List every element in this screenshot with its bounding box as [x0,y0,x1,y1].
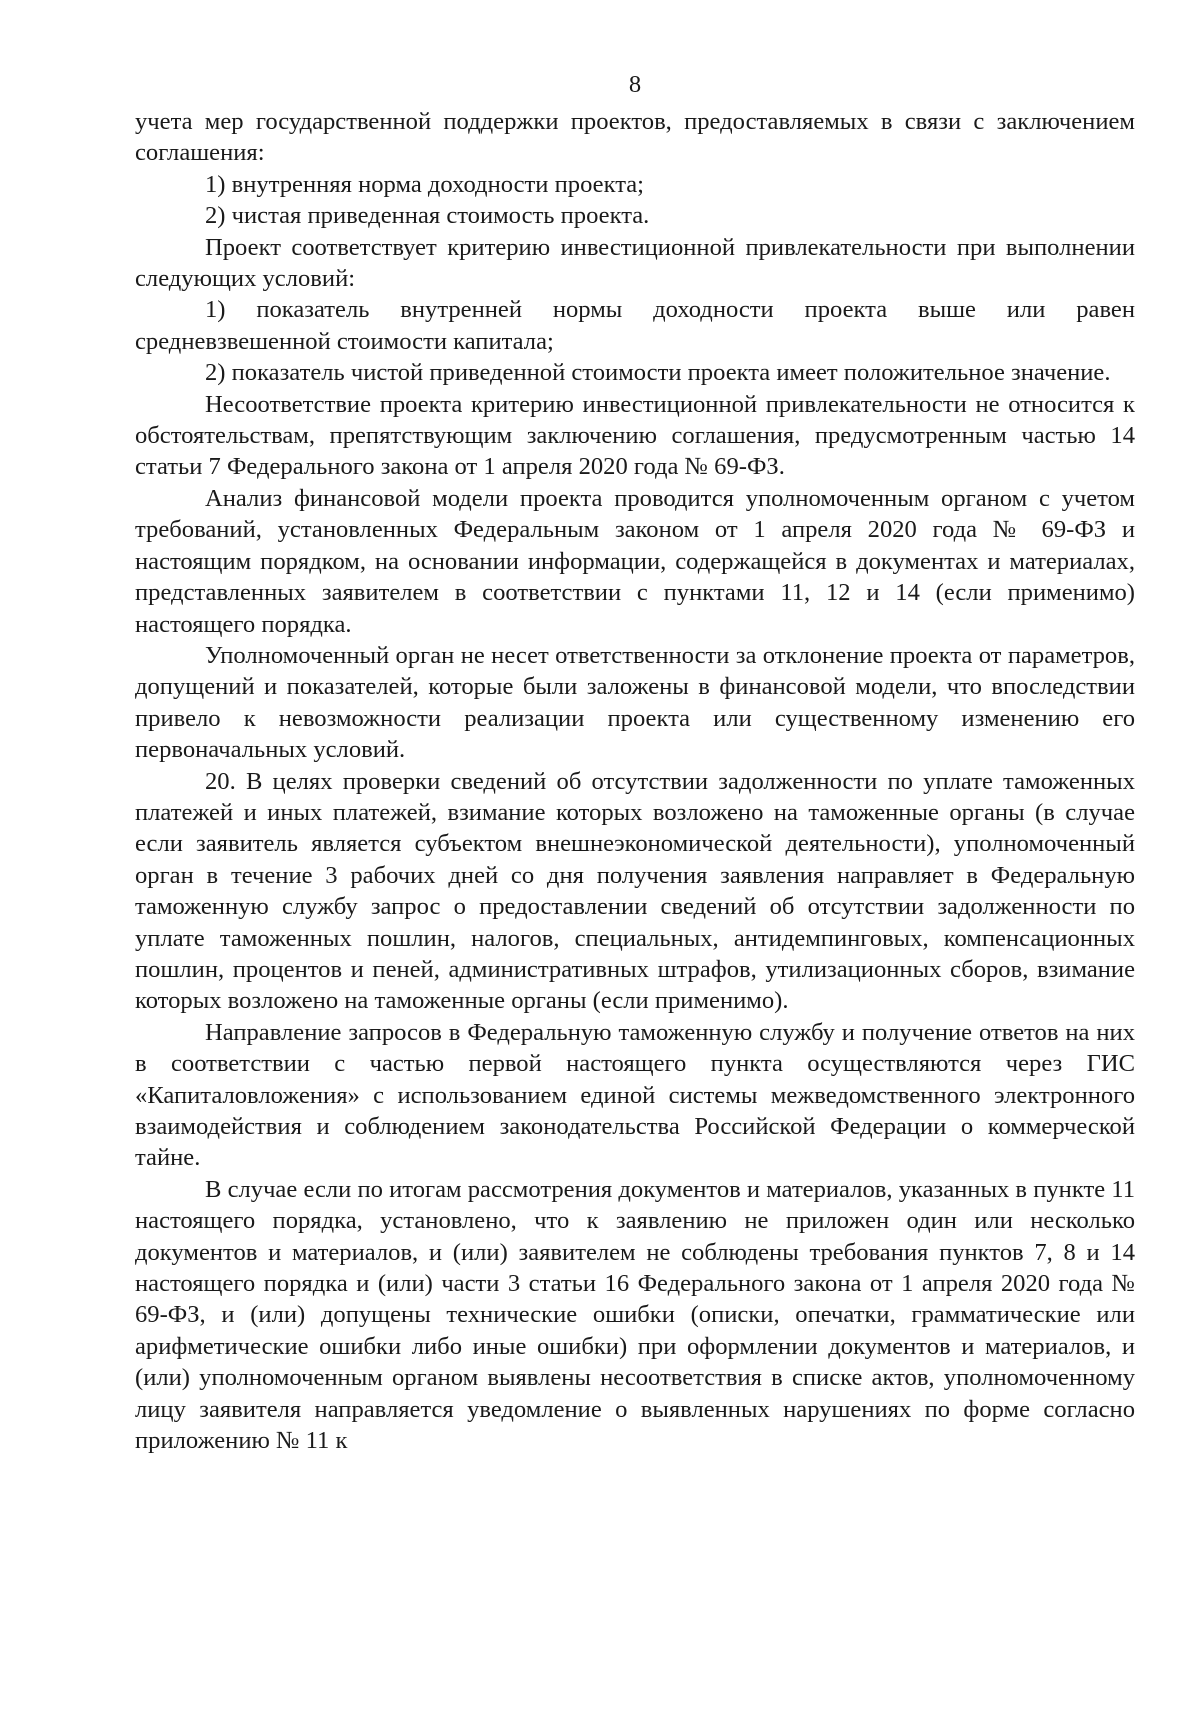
list-item: 2) показатель чистой приведенной стоимости проекта имеет положительное значение. [205,359,1111,387]
list-item: 1) внутренняя норма доходности проекта; [205,170,645,198]
paragraph-item-20: 20. В целях проверки сведений об отсутствии задолженности по уплате таможенных платежей и иных платежей, взимание которых возложено на таможенные органы (в случае если заявитель является субъектом внешнеэкономической деятельности), уполномоченный орган в течение 3 рабочих дней со дня получения заявления направляет в Федеральную таможенную службу запрос о предоставлении сведений об отсутствии задолженности по уплате таможенных пошлин, налогов, специальных, антидемпинговых, компенсационных пошлин, процентов и пеней, административных штрафов, утилизационных сборов, взимание которых возложено на таможенные органы (если применимо). [135,767,1135,1015]
list-item: 1) показатель внутренней нормы доходности проекта выше или равен средневзвешенной стоимости капитала; [135,296,1135,355]
list-item: 2) чистая приведенная стоимость проекта. [205,202,650,230]
document-page [135,70,1135,1456]
paragraph: учета мер государственной поддержки проектов, предоставляемых в связи с заключением соглашения: [135,108,1135,167]
paragraph: Направление запросов в Федеральную таможенную службу и получение ответов на них в соответствии с частью первой настоящего пункта осуществляются через ГИС «Капиталовложения» с использованием единой системы межведомственного электронного взаимодействия и соблюдением законодательства Российской Федерации о коммерческой тайне. [135,1018,1135,1172]
paragraph: Проект соответствует критерию инвестиционной привлекательности при выполнении следующих условий: [135,233,1135,293]
paragraph: Уполномоченный орган не несет ответственности за отклонение проекта от параметров, допущений и показателей, которые были заложены в финансовой модели, что впоследствии привело к невозможности реализации проекта или существенному изменению его первоначальных условий. [135,641,1135,764]
paragraph: Несоответствие проекта критерию инвестиционной привлекательности не относится к обстоятельствам, препятствующим заключению соглашения, предусмотренным частью 14 статьи 7 Федерального закона от 1 апреля 2020 года № 69-ФЗ. [135,390,1135,481]
page-number: 8 [628,71,642,98]
paragraph: Анализ финансовой модели проекта проводится уполномоченным органом с учетом требований, установленных Федеральным законом от 1 апреля 2020 года № 69-ФЗ и настоящим порядком, на основании информации, содержащейся в документах и материалах, представленных заявителем в соответствии с пунктами 11, 12 и 14 (если применимо) настоящего порядка. [135,484,1135,638]
paragraph: В случае если по итогам рассмотрения документов и материалов, указанных в пункте 11 настоящего порядка, установлено, что к заявлению не приложен один или несколько документов и материалов, и (или) заявителем не соблюдены требования пунктов 7, 8 и 14 настоящего порядка и (или) части 3 статьи 16 Федерального закона от 1 апреля 2020 года № 69-ФЗ, и (или) допущены технические ошибки (описки, опечатки, грамматические или арифметические ошибки либо иные ошибки) при оформлении документов и материалов, и (или) уполномоченным органом выявлены несоответствия в списке актов, уполномоченному лицу заявителя направляется уведомление о выявленных нарушениях по форме согласно приложению № 11 к [135,1175,1135,1455]
